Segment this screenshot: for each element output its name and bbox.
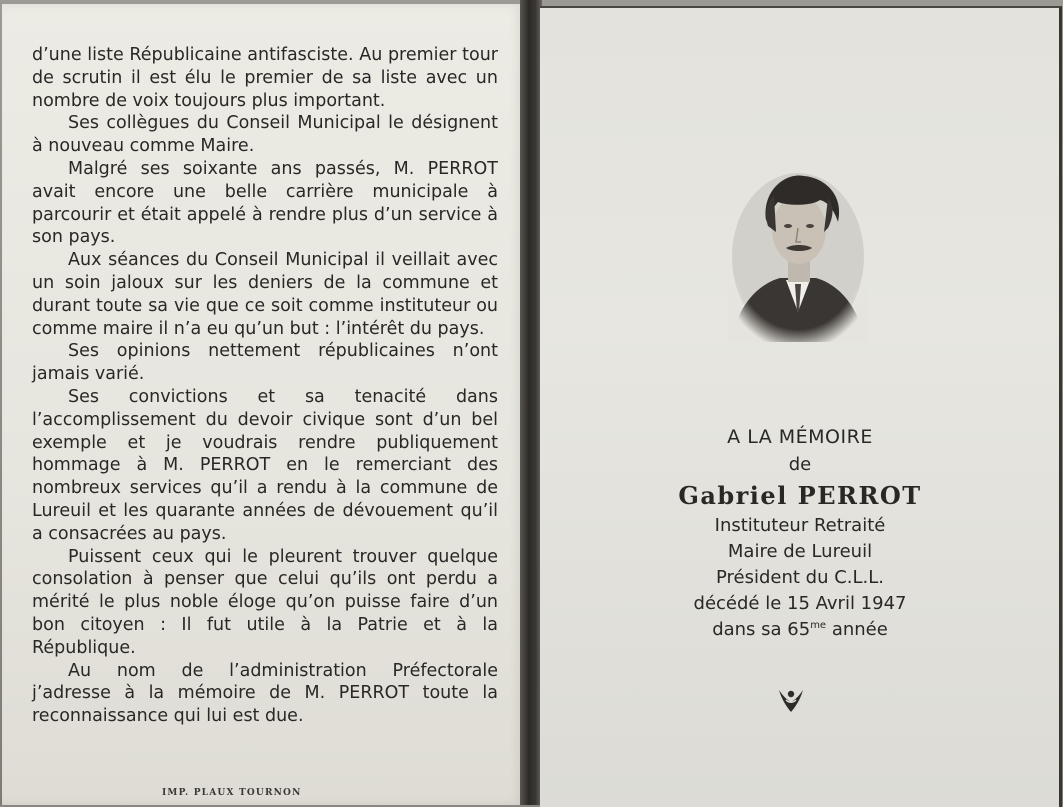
card-fold (520, 0, 542, 805)
age-line (600, 619, 1000, 640)
death-date: décédé le 15 Avril 1947 (693, 593, 907, 614)
paragraph-2: Ses collègues du Conseil Municipal le désignent à nouveau comme Maire. (32, 113, 498, 157)
title-teacher: Instituteur Retraité (714, 515, 886, 536)
paragraph-8: Au nom de l’administration Préfectorale j’adresse à la mémoire de M. PERROT toute la reconnaissance qui lui est due. (32, 660, 498, 727)
paragraph-4: Aux séances du Conseil Municipal il veillait avec un soin jaloux sur les deniers de la commune et durant toute sa vie que ce soit comme instituteur ou comme maire il n’a eu qu’un but : l’intérêt du pays. (32, 250, 498, 339)
age-superscript: me (810, 620, 827, 631)
deceased-name: Gabriel PERROT (678, 481, 922, 510)
memorial-de: de (788, 454, 812, 475)
paragraph-7: Puissent ceux qui le pleurent trouver quelque consolation à penser que celui qu’ils ont perdu a mérité le plus noble éloge qu’on puisse faire d’un bon citoyen : Il fut utile à la Patrie et à la République. (32, 546, 498, 658)
paragraph-6: Ses convictions et sa tenacité dans l’accomplissement du devoir civique sont d’un bel exemple et je voudrais rendre publiquement hommage à M. PERROT en le remerciant des nombreux services qu’il a rendu à la commune de Lureuil et les quarante années de dévouement qu’il a consacrées au pays. (32, 386, 498, 544)
memorial-notice (600, 426, 1000, 640)
title-mayor: Maire de Lureuil (727, 541, 873, 562)
portrait-photo (728, 162, 868, 342)
memorial-heading: A LA MÉMOIRE (727, 426, 873, 448)
age-prefix: dans sa 65 (712, 619, 811, 640)
title-president: Président du C.L.L. (715, 567, 885, 588)
paragraph-3: Malgré ses soixante ans passés, M. PERROT avait encore une belle carrière municipale à parcourir et était appelé à rendre plus d’un service à son pays. (32, 158, 498, 248)
ornament-icon (776, 686, 806, 714)
eulogy-text (32, 44, 498, 728)
left-page (2, 4, 524, 805)
paragraph-1: d’une liste Républicaine antifasciste. Au premier tour de scrutin il est élu le premier de sa liste avec un nombre de voix toujours plus important. (32, 45, 498, 111)
paragraph-5: Ses opinions nettement républicaines n’ont jamais varié. (32, 341, 498, 385)
printer-imprint: IMP. PLAUX TOURNON (162, 788, 302, 798)
age-suffix: année (826, 619, 888, 640)
